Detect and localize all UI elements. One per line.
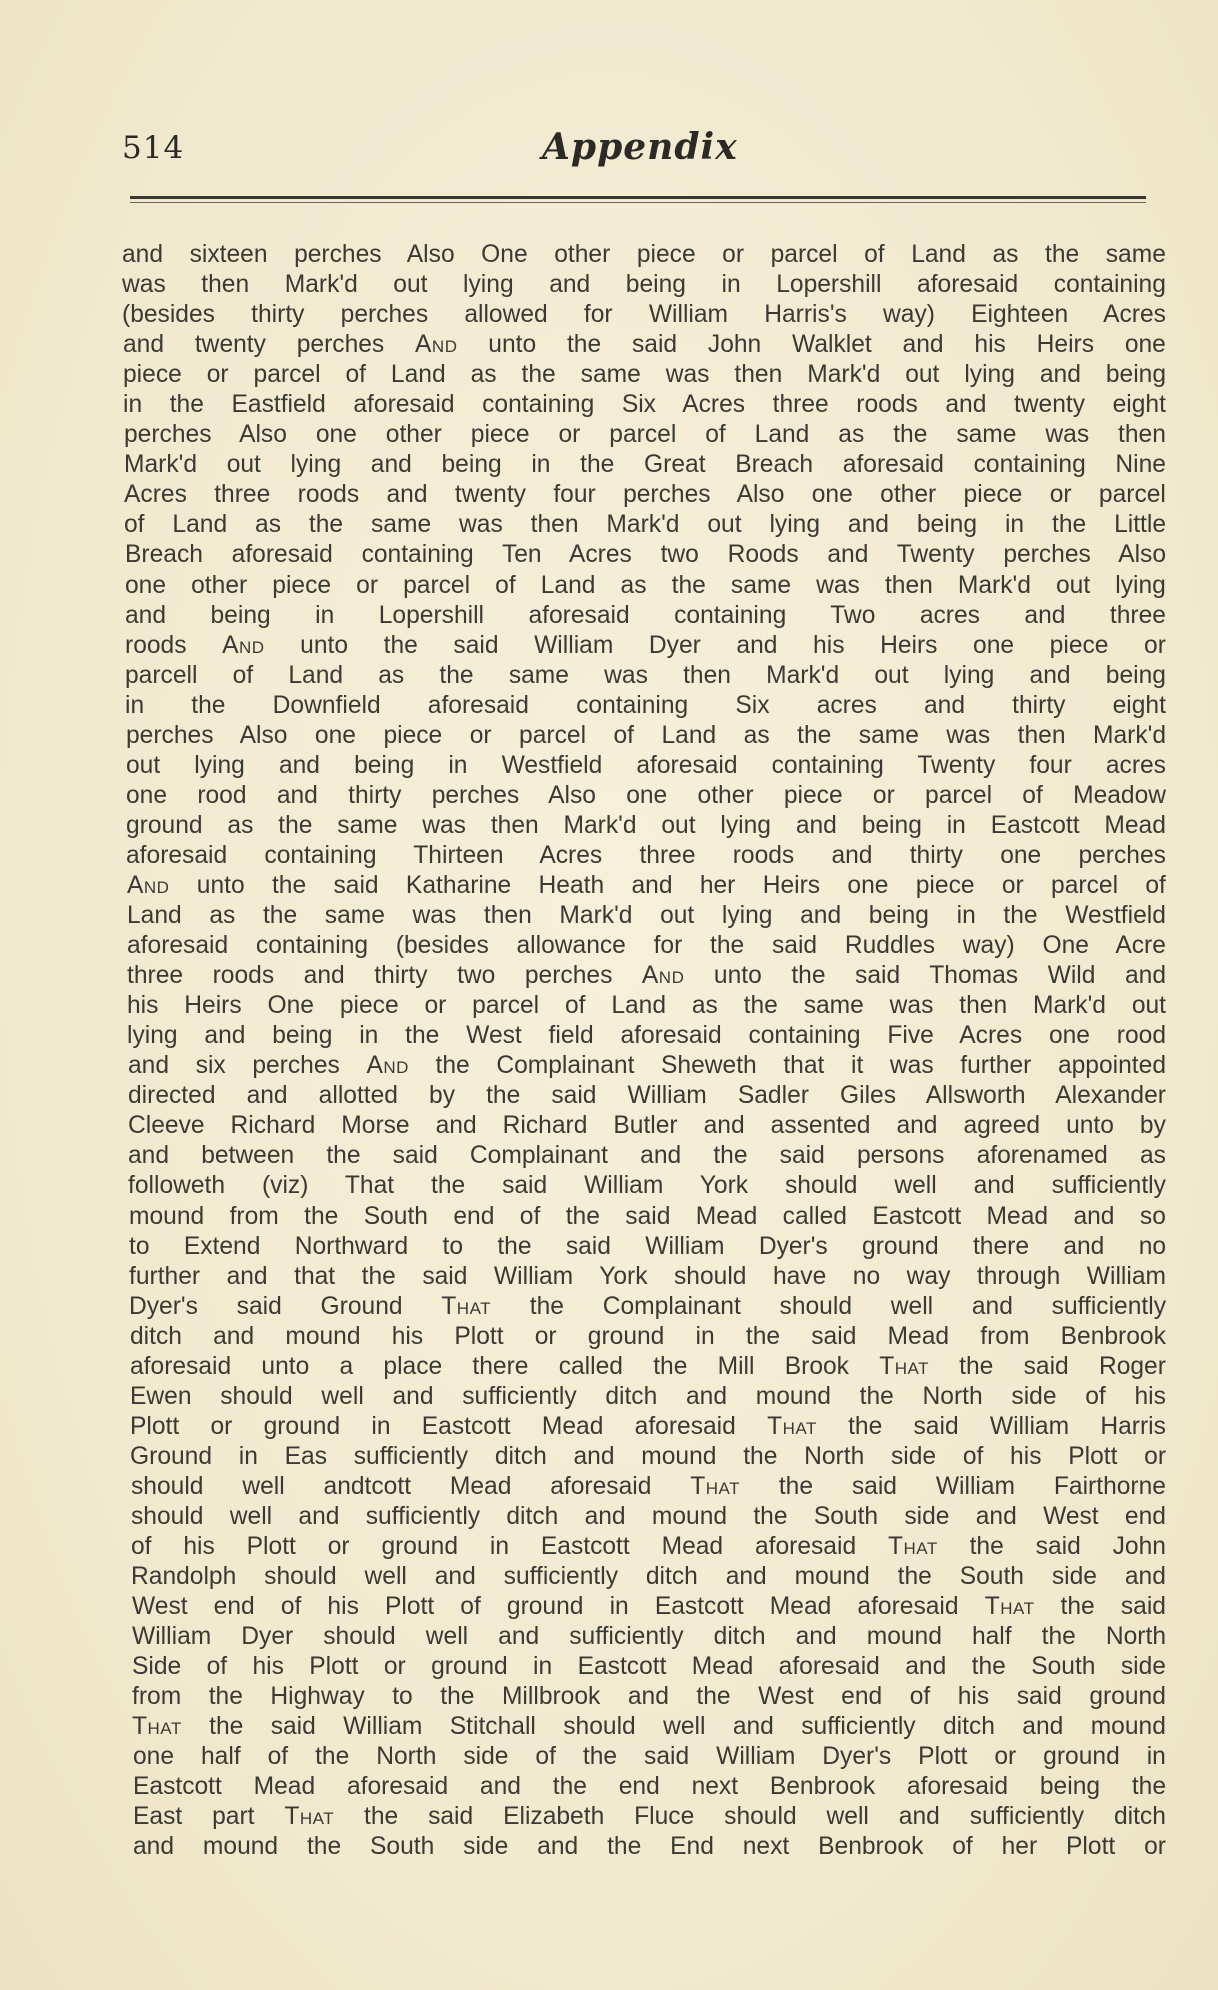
body-text <box>122 240 1167 1863</box>
text-line: lying and being in the West field aforesaid containing Five Acres one rood <box>127 1022 1167 1050</box>
text-line: directed and allotted by the said William Sadler Giles Allsworth Alexander <box>128 1082 1166 1110</box>
text-line: ditch and mound his Plott or ground in the said Mead from Benbrook <box>130 1322 1166 1350</box>
text-line: in the Eastfield aforesaid containing Six Acres three roods and twenty eight <box>123 391 1166 419</box>
text-line: perches Also one other piece or parcel of Land as the same was then <box>124 421 1166 449</box>
text-line: roods And unto the said William Dyer and his Heirs one piece or <box>125 631 1166 659</box>
text-line: Ground in Eas sufficiently ditch and mound the North side of his Plott or <box>130 1442 1167 1470</box>
text-line: of Land as the same was then Mark'd out lying and being in the Little <box>124 511 1167 539</box>
text-line: should well andtcott Mead aforesaid That the said William Fairthorne <box>131 1472 1166 1500</box>
text-line: one half of the North side of the said William Dyer's Plott or ground in <box>133 1743 1166 1771</box>
text-line: That the said William Stitchall should well and sufficiently ditch and mound <box>132 1713 1166 1741</box>
text-line: Breach aforesaid containing Ten Acres two Roods and Twenty perches Also <box>125 541 1167 569</box>
text-line: in the Downfield aforesaid containing Six acres and thirty eight <box>125 691 1166 719</box>
text-line: ground as the same was then Mark'd out lying and being in Eastcott Mead <box>126 811 1166 839</box>
text-line: further and that the said William York should have no way through William <box>129 1262 1166 1290</box>
header-rule <box>130 196 1146 203</box>
text-line: to Extend Northward to the said William Dyer's ground there and no <box>129 1232 1167 1260</box>
text-line: West end of his Plott of ground in Eastcott Mead aforesaid That the said <box>132 1593 1166 1621</box>
text-line: his Heirs One piece or parcel of Land as the same was then Mark'd out <box>127 992 1167 1020</box>
text-line: Eastcott Mead aforesaid and the end next Benbrook aforesaid being the <box>133 1773 1167 1801</box>
text-line: piece or parcel of Land as the same was then Mark'd out lying and being <box>123 361 1167 389</box>
text-line: three roods and thirty two perches And unto the said Thomas Wild and <box>127 962 1167 990</box>
text-line: from the Highway to the Millbrook and the West end of his said ground <box>132 1683 1166 1711</box>
text-line: aforesaid unto a place there called the Mill Brook That the said Roger <box>130 1352 1166 1380</box>
text-line: aforesaid containing (besides allowance for the said Ruddles way) One Acre <box>127 932 1166 960</box>
text-line: of his Plott or ground in Eastcott Mead aforesaid That the said John <box>131 1533 1166 1561</box>
text-line: and six perches And the Complainant Sheweth that it was further appointed <box>128 1052 1166 1080</box>
text-line: one other piece or parcel of Land as the same was then Mark'd out lying <box>125 571 1166 599</box>
text-line: was then Mark'd out lying and being in Lopershill aforesaid containing <box>122 271 1166 299</box>
text-line: Acres three roods and twenty four perches Also one other piece or parcel <box>124 481 1166 509</box>
text-line: and twenty perches And unto the said John Walklet and his Heirs one <box>123 331 1166 359</box>
page-header <box>122 126 1146 186</box>
text-line: Land as the same was then Mark'd out lying and being in the Westfield <box>127 902 1166 930</box>
text-line: Dyer's said Ground That the Complainant should well and sufficiently <box>129 1292 1167 1320</box>
text-line: Randolph should well and sufficiently ditch and mound the South side and <box>131 1563 1166 1591</box>
text-line: and mound the South side and the End next Benbrook of her Plott or <box>133 1833 1166 1861</box>
text-line: William Dyer should well and sufficiently ditch and mound half the North <box>132 1623 1166 1651</box>
text-line: Plott or ground in Eastcott Mead aforesaid That the said William Harris <box>130 1412 1166 1440</box>
text-line: aforesaid containing Thirteen Acres three roods and thirty one perches <box>126 841 1166 869</box>
text-line: and between the said Complainant and the said persons aforenamed as <box>128 1142 1166 1170</box>
text-line: East part That the said Elizabeth Fluce should well and sufficiently ditch <box>133 1803 1166 1831</box>
page-number: 514 <box>122 130 185 166</box>
text-line: Mark'd out lying and being in the Great Breach aforesaid containing Nine <box>124 451 1166 479</box>
text-line: Ewen should well and sufficiently ditch and mound the North side of his <box>130 1382 1166 1410</box>
text-line: out lying and being in Westfield aforesaid containing Twenty four acres <box>126 751 1166 779</box>
text-line: Cleeve Richard Morse and Richard Butler and assented and agreed unto by <box>128 1112 1166 1140</box>
text-line: one rood and thirty perches Also one other piece or parcel of Meadow <box>126 781 1167 809</box>
text-line: and being in Lopershill aforesaid containing Two acres and three <box>125 601 1166 629</box>
text-line: mound from the South end of the said Mead called Eastcott Mead and so <box>129 1202 1166 1230</box>
text-line: followeth (viz) That the said William York should well and sufficiently <box>128 1172 1166 1200</box>
text-line: perches Also one piece or parcel of Land as the same was then Mark'd <box>126 721 1166 749</box>
text-line: Side of his Plott or ground in Eastcott Mead aforesaid and the South side <box>132 1653 1166 1681</box>
running-head: Appendix <box>542 126 738 168</box>
text-line: and sixteen perches Also One other piece or parcel of Land as the same <box>122 241 1166 268</box>
text-line: should well and sufficiently ditch and mound the South side and West end <box>131 1502 1166 1530</box>
text-line: parcell of Land as the same was then Mark'd out lying and being <box>125 661 1166 689</box>
text-line: (besides thirty perches allowed for William Harris's way) Eighteen Acres <box>122 301 1166 329</box>
text-line: And unto the said Katharine Heath and her Heirs one piece or parcel of <box>127 871 1166 899</box>
